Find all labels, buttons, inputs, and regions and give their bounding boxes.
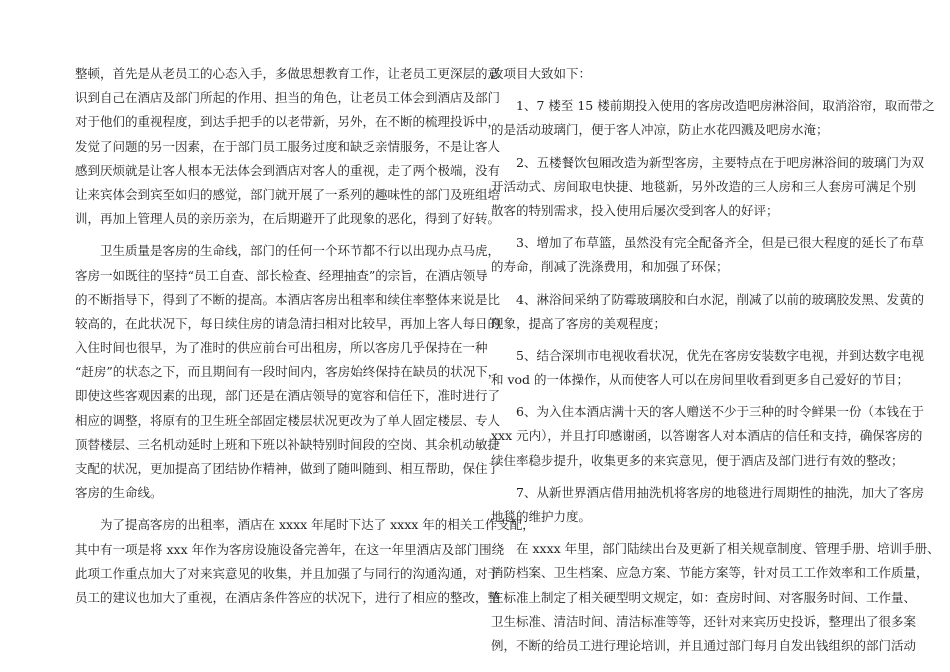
- text-line: 感到厌烦就是让客人根本无法体会到酒店对客人的重视，走了两个极端，没有: [75, 162, 501, 178]
- paragraph-spacer: [491, 86, 879, 94]
- text-line: 此项工作重点加大了对来宾意见的收集，并且加强了与同行的沟通沟通，对于: [75, 565, 501, 581]
- text-line: 对于他们的重视程度，到达手把手的以老带新，另外，在不断的梳理投诉中，: [75, 114, 501, 130]
- text-line: 整顿，首先是从老员工的心态入手，多做思想教育工作，让老员工更深层的意: [75, 66, 501, 81]
- text-line: 的寿命，削减了洗涤费用，和加强了环保；: [491, 259, 729, 275]
- text-line: 6、为入住本酒店满十天的客人赠送不少于三种的时令鲜果一份（本钱在于: [491, 404, 924, 420]
- paragraph-spacer: [491, 473, 879, 481]
- paragraph: [491, 288, 924, 336]
- text-line: 现象，提高了客房的美观程度；: [491, 315, 667, 331]
- text-line: 2、五楼餐饮包厢改造为新型客房，主要特点在于吧房淋浴间的玻璃门为双: [491, 154, 924, 170]
- text-line: 4、淋浴间采纳了防霉玻璃胶和白水泥，削减了以前的玻璃胶发黑、发黄的: [491, 291, 924, 307]
- paragraph-spacer: [491, 392, 879, 400]
- paragraph: [491, 481, 924, 529]
- text-line: 卫生质量是客房的生命线，部门的任何一个环节都不行以出现办点马虎，: [75, 243, 501, 259]
- text-line: 相应的调整，将原有的卫生班全部固定楼层状况更改为了单人固定楼层、专人: [75, 412, 501, 428]
- right-column: [491, 62, 940, 658]
- paragraph: [491, 537, 940, 658]
- text-line: 较高的，在此状况下，每日续住房的请急清扫相对比较早，再加上客人每日的: [75, 315, 501, 331]
- text-line: 客房的生命线。: [75, 485, 163, 501]
- paragraph: [75, 513, 535, 610]
- paragraph-spacer: [75, 231, 473, 239]
- text-line: 卫生标准、清洁时间、清洁标准等等，还针对来宾历史投诉，整理出了很多案: [491, 613, 917, 629]
- text-line: 员工的建议也加大了重视，在酒店条件答应的状况下，进行了相应的整改，整: [75, 589, 501, 605]
- paragraph: [491, 151, 924, 224]
- text-line: 在标准上制定了相关硬型明文规定，如：查房时间、对客服务时间、工作量、: [491, 589, 917, 605]
- paragraph: [491, 231, 924, 279]
- text-line: 让来宾体会到宾至如归的感觉，部门就开展了一系列的趣味性的部门及班组培: [75, 186, 501, 202]
- text-line: 训，再加上管理人员的亲历亲为，在后期避开了此现象的恶化，得到了好转。: [75, 211, 501, 227]
- text-line: 散客的特别需求，投入使用后屡次受到客人的好评；: [491, 202, 779, 218]
- text-line: 3、增加了布草篮，虽然没有完全配备齐全，但是已很大程度的延长了布草: [491, 235, 924, 251]
- text-line: 续住率稳步提升，收集更多的来宾意见，便于酒店及部门进行有效的整改；: [491, 452, 904, 468]
- paragraph-spacer: [491, 223, 879, 231]
- paragraph: [75, 62, 501, 231]
- paragraph-spacer: [491, 280, 879, 288]
- left-column: [75, 62, 535, 610]
- text-line: 开活动式、房间取电快捷、地毯新，另外改造的三人房和三人套房可满足个别: [491, 178, 917, 194]
- text-line: 客房一如既往的坚持“员工自查、部长检查、经理抽查”的宗旨，在酒店领导: [75, 267, 488, 283]
- text-line: 为了提高客房的出租率，酒店在 xxxx 年尾时下达了 xxxx 年的相关工作支配，: [75, 517, 535, 533]
- text-line: 地毯的维护力度。: [491, 509, 592, 524]
- paragraph-spacer: [491, 529, 879, 537]
- paragraph-spacer: [491, 143, 879, 151]
- text-line: 7、从新世界酒店借用抽洗机将客房的地毯进行周期性的抽洗，加大了客房: [491, 484, 924, 500]
- text-line: 顶替楼层、三名机动延时上班和下班以补缺特别时间段的空岗、其余机动敏捷: [75, 436, 501, 452]
- text-line: xxx 元内），并且打印感谢函，以答谢客人对本酒店的信任和支持，确保客房的: [491, 428, 923, 444]
- text-line: 消防档案、卫生档案、应急方案、节能方案等，针对员工工作效率和工作质量，: [491, 565, 929, 581]
- paragraph: [491, 62, 879, 86]
- text-line: 和 vod 的一体操作，从而使客人可以在房间里收看到更多自己爱好的节目；: [491, 372, 910, 388]
- paragraph: [75, 239, 501, 505]
- text-line: 1、7 楼至 15 楼前期投入使用的客房改造吧房淋浴间，取消浴帘，取而带之: [491, 98, 935, 114]
- text-line: 入住时间也很早，为了准时的供应前台可出租房，所以客房几乎保持在一种: [75, 340, 488, 356]
- text-line: 支配的状况，更加提高了团结协作精神，做到了随叫随到、相互帮助，保住了: [75, 461, 501, 476]
- text-line: 例，不断的给员工进行理论培训，并且通过部门每月自发出钱组织的部门活动: [491, 637, 917, 653]
- text-line: 的是活动玻璃门，便于客人冲凉，防止水花四溅及吧房水淹；: [491, 122, 829, 138]
- text-line: 识到自己在酒店及部门所起的作用、担当的角色，让老员工体会到酒店及部门: [75, 90, 501, 106]
- text-line: 即使这些客观因素的出现，部门还是在酒店领导的宽容和信任下，准时进行了: [75, 388, 501, 404]
- text-line: 的不断指导下，得到了不断的提高。本酒店客房出租率和续住率整体来说是比: [75, 291, 501, 307]
- text-line: 在 xxxx 年里，部门陆续出台及更新了相关规章制度、管理手册、培训手册、: [491, 541, 940, 557]
- paragraph-spacer: [75, 505, 473, 513]
- paragraph: [491, 400, 924, 473]
- text-line: 发觉了问题的另一因素，在于部门员工服务过度和缺乏亲情服务，不是让客人: [75, 138, 501, 154]
- text-line: 改项目大致如下：: [491, 66, 592, 81]
- text-line: 其中有一项是将 xxx 年作为客房设施设备完善年，在这一年里酒店及部门围绕: [75, 541, 505, 557]
- text-line: “赶房”的状态之下，而且期间有一段时间内，客房始终保持在缺员的状况下，: [75, 364, 501, 380]
- text-line: 5、结合深圳市电视收看状况，优先在客房安装数字电视，并到达数字电视: [491, 347, 924, 363]
- paragraph-spacer: [491, 336, 879, 344]
- paragraph: [491, 94, 935, 142]
- paragraph: [491, 344, 924, 392]
